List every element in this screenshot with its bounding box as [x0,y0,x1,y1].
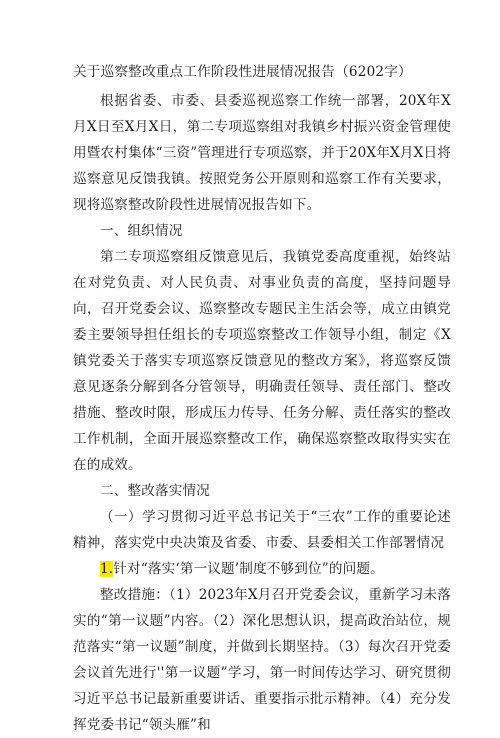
document-title: 关于巡察整改重点工作阶段性进展情况报告（6202字） [73,64,412,80]
document-body [73,88,451,738]
issue-text: 针对“落实‘第一议题’制度不够到位”的问题。 [113,561,384,577]
intro-paragraph: 根据省委、市委、县委巡视巡察工作统一部署，20X年X月X日至X月X日，第二专项巡察组对我镇乡村振兴资金管理使用暨农村集体“三资”管理进行专项巡察，并于20X年X月X日将巡察意见反馈我镇。按照党务公开原则和巡察工作有关要求，现将巡察整改阶段性进展情况报告如下。 [73,93,451,213]
subsection-heading: （一）学习贯彻习近平总书记关于“三农”工作的重要论述精神，落实党中央决策及省委、市委、县委相关工作部署情况 [73,509,451,551]
section-heading-implementation: 二、整改落实情况 [100,483,210,499]
organization-paragraph: 第二专项巡察组反馈意见后，我镇党委高度重视，始终站在对党负责、对人民负责、对事业负责的高度，坚持问题导向，召开党委会议、巡察整改专题民主生活会等，成立由镇党委主要领导担任组长的专项巡察整改工作领导小组，制定《X镇党委关于落实专项巡察反馈意见的整改方案》，将巡察反馈意见逐条分解到各分管领导，明确责任领导、责任部门、整改措施、整改时限，形成压力传导、任务分解、责任落实的整改工作机制，全面开展巡察整改工作，确保巡察整改取得实实在在的成效。 [73,249,451,473]
section-heading-organization: 一、组织情况 [100,223,183,239]
measures-paragraph: 整改措施：（1）2023年X月召开党委会议，重新学习未落实的“第一议题”内容。（2）深化思想认识，提高政治站位，规范落实“第一议题”制度，并做到长期坚持。（3）每次召开党委会议首先进行''第一议题”学习，第一时间传达学习、研究贯彻习近平总书记最新重要讲话、重要指示批示精神。（4）充分发挥党委书记“领头雁”和 [73,587,451,733]
issue-number-highlight: 1. [100,561,114,577]
issue-item [73,556,451,582]
